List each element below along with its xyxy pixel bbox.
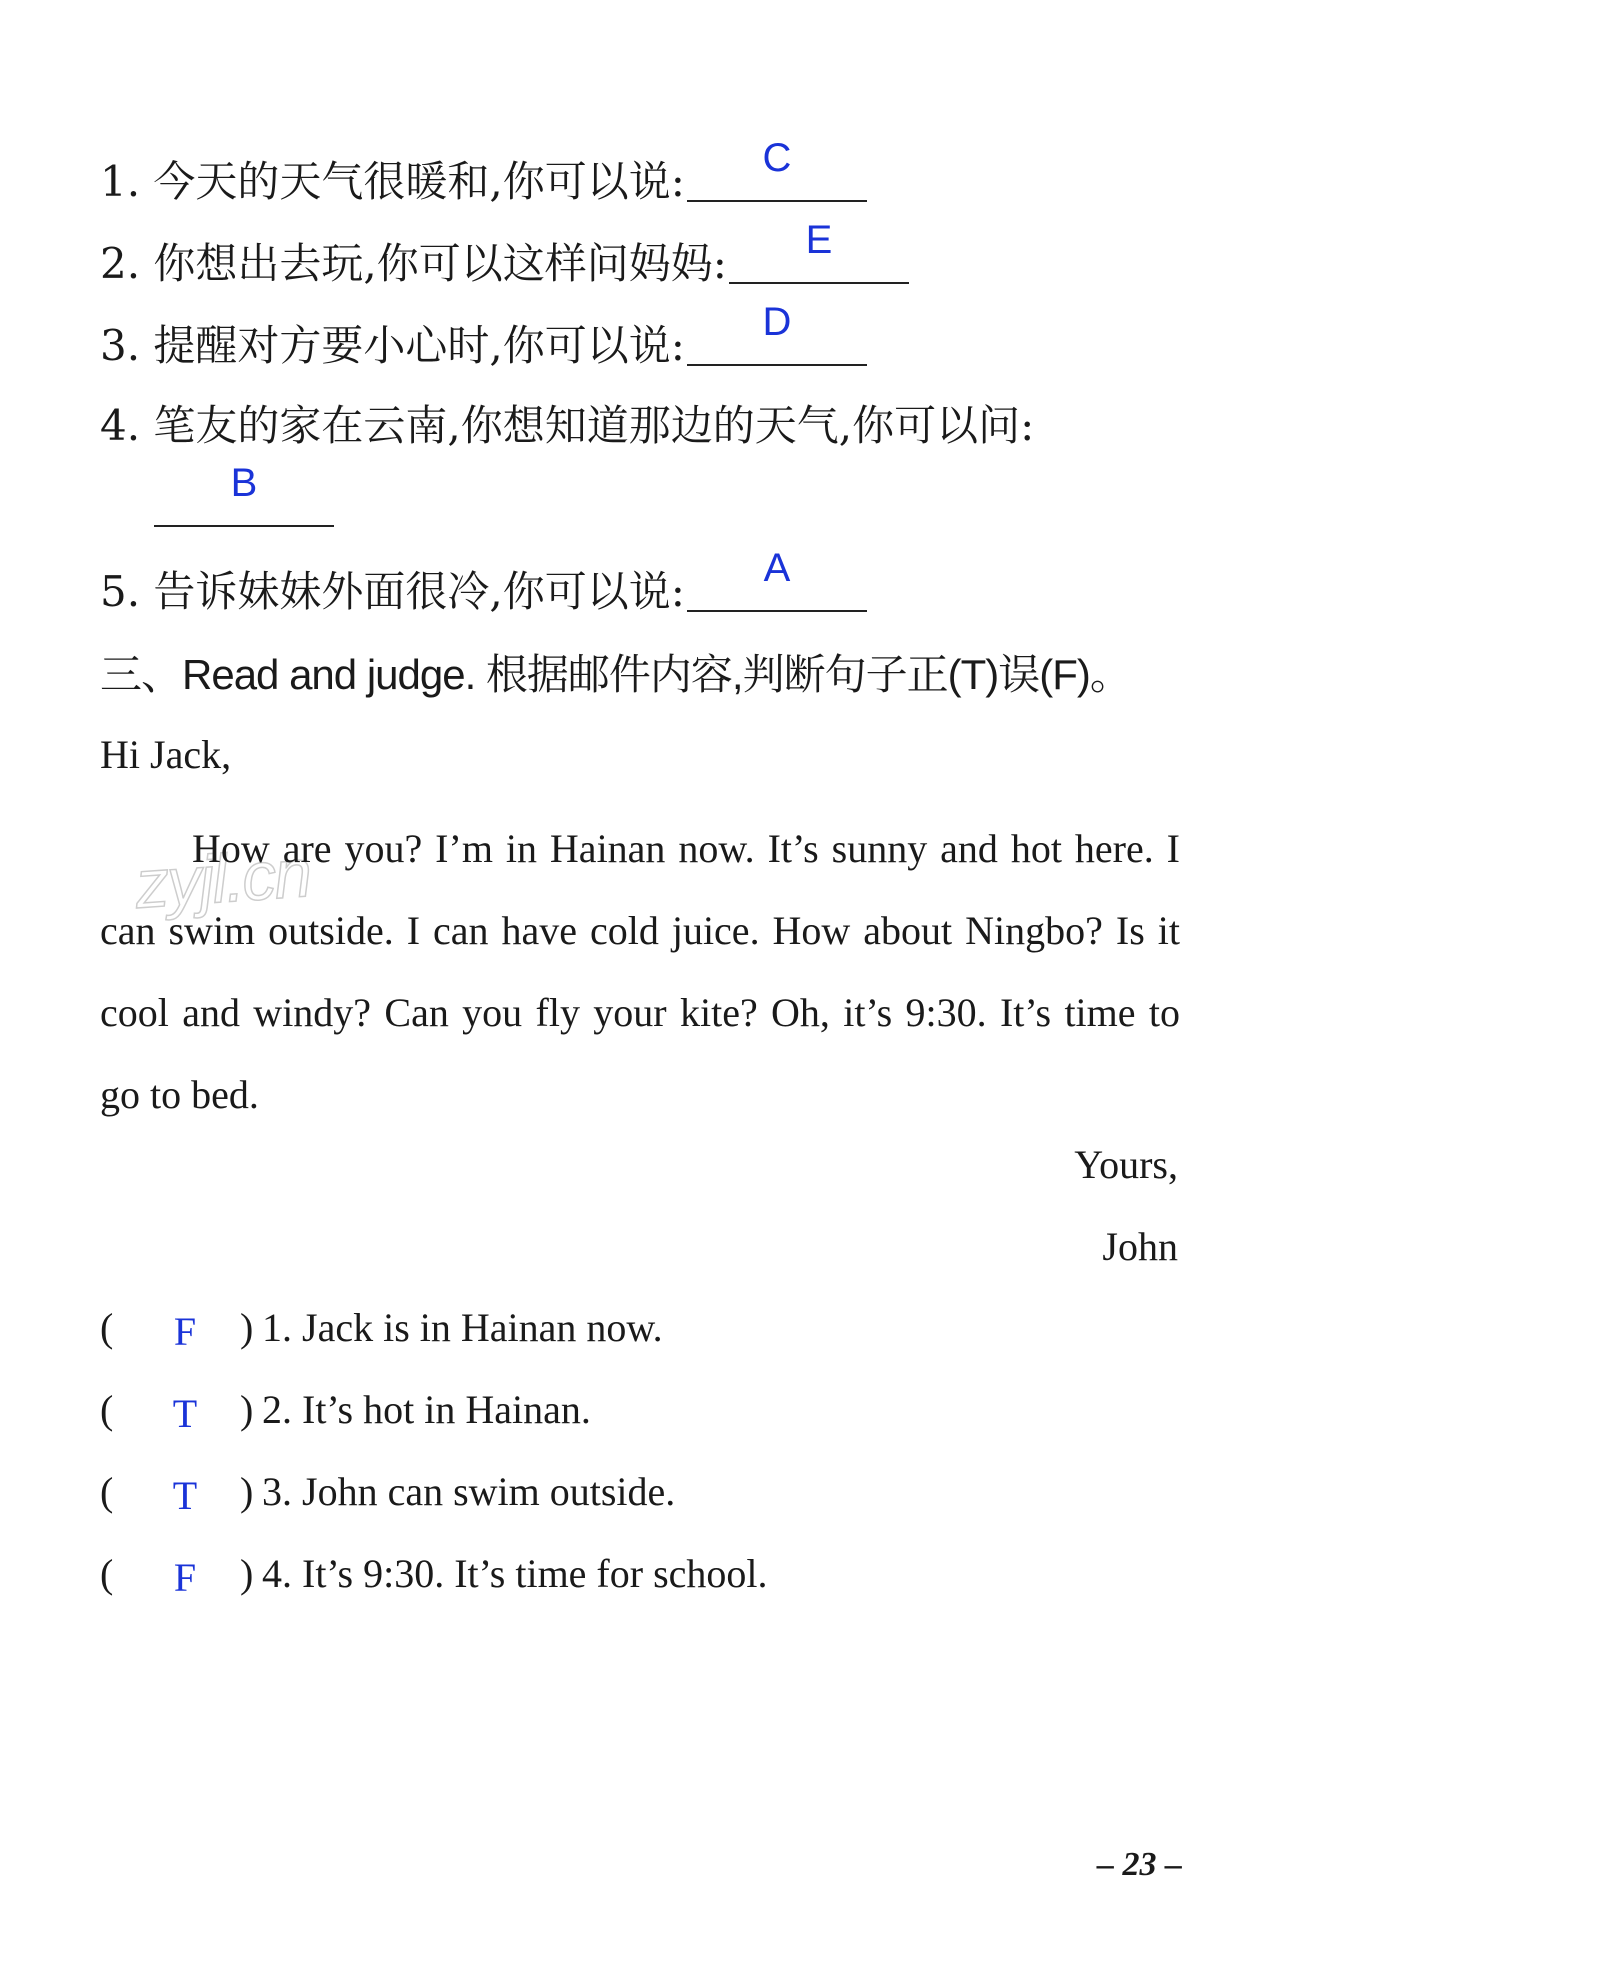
judge-1-text: 1. Jack is in Hainan now. bbox=[262, 1305, 663, 1350]
question-2 bbox=[100, 218, 909, 294]
judge-2-open-paren: ( bbox=[100, 1387, 114, 1432]
question-1 bbox=[100, 136, 867, 212]
question-5 bbox=[100, 546, 867, 622]
question-4-answer-line bbox=[152, 461, 334, 537]
judge-row-3 bbox=[100, 1462, 675, 1522]
question-1-answer: C bbox=[762, 136, 792, 180]
judge-4-answer: F bbox=[173, 1555, 197, 1600]
question-2-answer: E bbox=[805, 218, 833, 262]
question-3-answer: D bbox=[762, 300, 792, 344]
letter-body: How are you? I’m in Hainan now. It’s sunny and hot here. I can swim outside. I can have cold juice. How about Ningbo? Is it cool and windy? Can you fly your kite? Oh, it’s 9:30. It’s time to go to bed. bbox=[100, 826, 1180, 1117]
section-3-title: 三、Read and judge. 根据邮件内容,判断句子正(T)误(F)。 bbox=[100, 651, 1131, 698]
question-4-blank bbox=[154, 461, 334, 527]
letter-closing: Yours, bbox=[1074, 1142, 1178, 1187]
question-1-blank bbox=[687, 136, 867, 202]
question-4-text: 4. 笔友的家在云南,你想知道那边的天气,你可以问: bbox=[100, 401, 1035, 450]
page-number: – 23 – bbox=[1097, 1846, 1182, 1883]
judge-row-1 bbox=[100, 1298, 663, 1358]
letter-signature: John bbox=[1102, 1224, 1178, 1269]
judge-2-answer: T bbox=[172, 1391, 198, 1436]
judge-2-close-paren: ) bbox=[240, 1387, 254, 1432]
judge-1-answer: F bbox=[173, 1309, 197, 1354]
judge-4-text: 4. It’s 9:30. It’s time for school. bbox=[262, 1551, 768, 1596]
question-4-answer: B bbox=[230, 461, 258, 505]
question-5-blank bbox=[687, 546, 867, 612]
question-1-text: 1. 今天的天气很暖和,你可以说: bbox=[100, 157, 685, 206]
judge-3-open-paren: ( bbox=[100, 1469, 114, 1514]
judge-2-text: 2. It’s hot in Hainan. bbox=[262, 1387, 591, 1432]
judge-1-open-paren: ( bbox=[100, 1305, 114, 1350]
judge-1-close-paren: ) bbox=[240, 1305, 254, 1350]
question-3-text: 3. 提醒对方要小心时,你可以说: bbox=[100, 321, 685, 370]
judge-4-open-paren: ( bbox=[100, 1551, 114, 1596]
question-4 bbox=[100, 396, 1034, 456]
judge-row-4 bbox=[100, 1544, 768, 1604]
question-3 bbox=[100, 300, 867, 376]
judge-3-text: 3. John can swim outside. bbox=[262, 1469, 676, 1514]
question-3-blank bbox=[687, 300, 867, 366]
judge-3-answer: T bbox=[172, 1473, 198, 1518]
question-5-text: 5. 告诉妹妹外面很冷,你可以说: bbox=[100, 567, 685, 616]
watermark-logo: zyjl.cn bbox=[132, 834, 313, 924]
judge-3-close-paren: ) bbox=[240, 1469, 254, 1514]
question-5-answer: A bbox=[763, 546, 791, 590]
question-2-blank bbox=[729, 218, 909, 284]
judge-4-close-paren: ) bbox=[240, 1551, 254, 1596]
question-2-text: 2. 你想出去玩,你可以这样问妈妈: bbox=[100, 239, 727, 288]
judge-row-2 bbox=[100, 1380, 591, 1440]
letter-greeting: Hi Jack, bbox=[100, 732, 232, 777]
